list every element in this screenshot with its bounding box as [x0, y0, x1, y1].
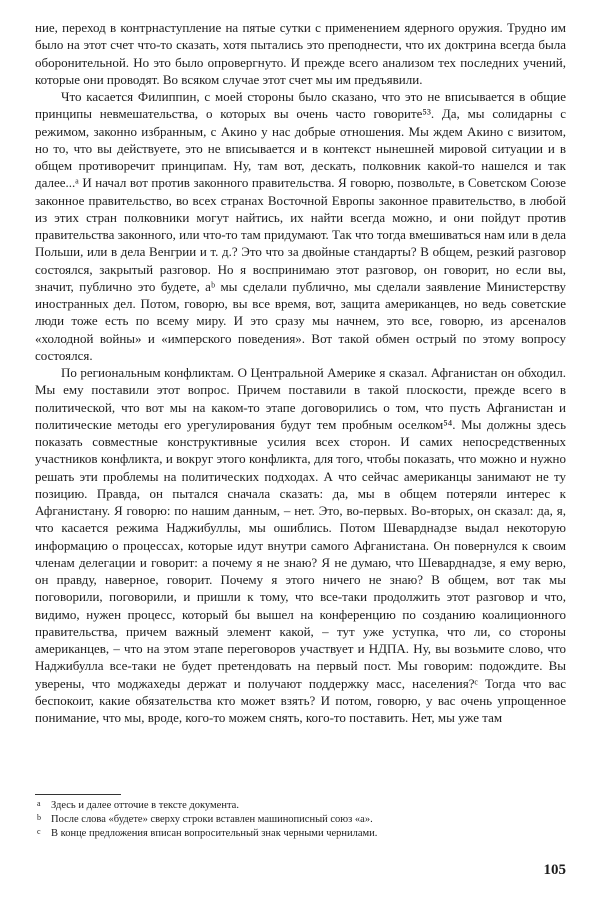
footnote-text: Здесь и далее отточие в тексте документа.	[51, 800, 239, 811]
paragraph-1: ние, переход в контрнаступление на пятые сутки с применением ядерного оружия. Трудно им было на этот счет что-то сказать, хотя пытались это преподнести, что их доктрина всегда была оборонительной. Но это было опровергнуто. И прежде всего анализом тех последних учений, которые они проводят. Во всяком случае этот счет мы им предъявили.	[35, 20, 566, 87]
footnote-mark: c	[37, 827, 41, 836]
footnote-c	[35, 827, 566, 841]
page-number: 105	[543, 862, 566, 878]
body-text	[35, 19, 566, 726]
footnote-mark: a	[37, 799, 41, 808]
footnote-mark: b	[37, 813, 41, 822]
footnote-text: В конце предложения вписан вопросительный знак черными чернилами.	[51, 828, 378, 839]
footnote-a	[35, 799, 566, 813]
footnote-separator	[35, 794, 121, 795]
paragraph-2: Что касается Филиппин, с моей стороны было сказано, что это не вписывается в общие принципы невмешательства, о которых вы очень часто говорите⁵³. Да, мы солидарны с режимом, законно избранным, с Акино у нас добрые отношения. Мы ждем Акино с визитом, но то, что вы действуете, это не вписывается и в контекст нынешней мировой ситуации и в общем противоречит принципам. Ну, там вот, дескать, полковник какой-то нашелся и так далее...ᵃ И начал вот против законного правительства. Я говорю, позвольте, в Советском Союзе законное правительство, во всех странах Восточной Европы законное правительство, в любой из этих стран полковники могут найтись, их найти всегда можно, и они пойдут против правительства законного, или что-то там придумают. Так что тогда вмешиваться нам или в дела Польши, или в дела Венгрии и т. д.? Это что за двойные стандарты? В общем, резкий разговор состоялся, закрытый разговор. Но я воспринимаю этот разговор, он говорит, но если вы, значит, публично это будете, аᵇ мы сделали публично, мы сделали заявление Министерству иностранных дел. Потом, говорю, вы все время, вот, защита американцев, но ведь советские люди тоже есть по всему миру. И это сразу мы начнем, это все, говорю, из арсеналов «холодной войны» и «имперского поведения». Вот такой обмен острый по этому вопросу состоялся.	[35, 89, 566, 363]
paragraph-3: По региональным конфликтам. О Центральной Америке я сказал. Афганистан он обходил. Мы ему поставили этот вопрос. Причем поставили в такой плоскости, прежде всего в политической, что вот мы на каком-то этапе договорились о том, что пусть Афганистан и политические методы его урегулирования будут тем пробным оселком⁵⁴. Мы должны здесь показать совместные конструктивные усилия всех сторон. И самих непосредственных участников конфликта, и вокруг этого конфликта, для того, чтобы показать, что можно и нужно решать эти проблемы на политических подходах. А что сейчас американцы занимают не ту позицию. Правда, он пытался сначала сказать: да, мы в общем потеряли интерес к Афганистану. Я говорю: по нашим данным, – нет. Это, во-первых. Во-вторых, он сказал: да, я, что касается режима Наджибуллы, мы ошиблись. Потом Шеварднадзе выдал некоторую информацию о процессах, которые идут внутри самого Афганистана. Он повернулся к своим членам делегации и говорит: а почему я не знаю? Я не думаю, что Шеварднадзе, я ему верю, он правду, наверное, говорит. Почему я этого ничего не знаю? В общем, вот так мы поговорили, поговорили, и пришли к тому, что все-таки продолжить этот разговор и что, видимо, нужен процесс, который бы вышел на конференцию по созданию коалиционного правительства, причем важный элемент какой, – тут уже уступка, что ли, со стороны американцев, – что на этом этапе переговоров участвует и НДПА. Ну, вы возьмите слово, что Наджибулла все-таки не будет претендовать на первый пост. Мы говорим: подождите. Вы уверены, что моджахеды держат и получают поддержку масс, населения?ᶜ Тогда что вас беспокоит, какие обязательства кто может взять? И потом, говорю, у вас очень упрощенное понимание, что мы, вроде, кого-то можем снять, кого-то поставить. Нет, мы уже там	[35, 365, 566, 725]
footnote-b	[35, 813, 566, 827]
footnotes	[35, 799, 566, 841]
footnote-text: После слова «будете» сверху строки вставлен машинописный союз «а».	[51, 814, 373, 825]
